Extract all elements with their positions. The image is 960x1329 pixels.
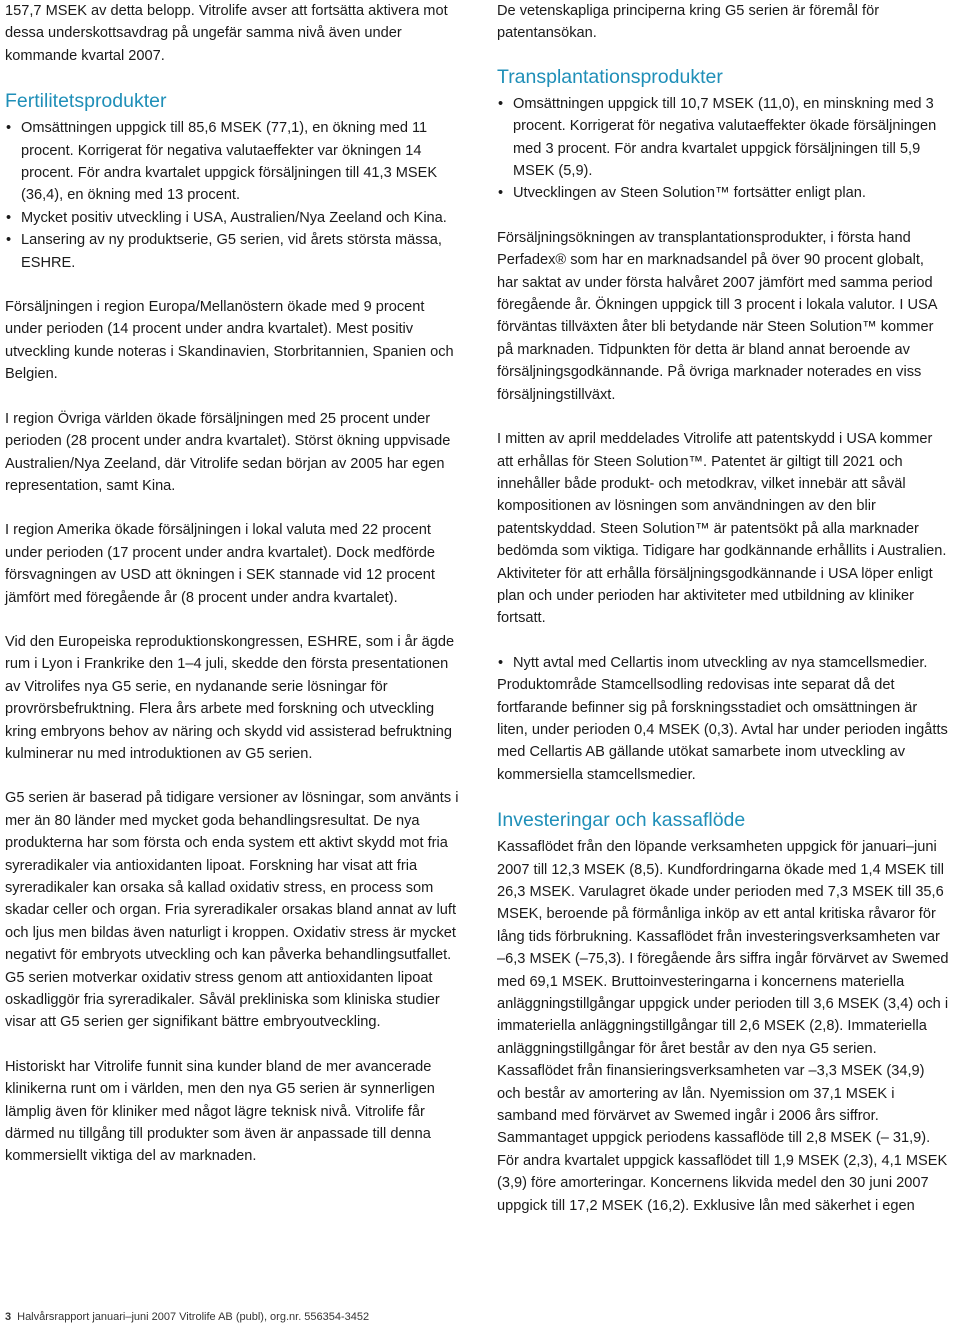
page-footer (5, 1310, 369, 1324)
bullet-icon: • (6, 120, 12, 137)
bullet-icon: • (498, 185, 504, 202)
transplantation-bullet-list (497, 93, 949, 205)
historiskt-paragraph: Historiskt har Vitrolife funnit sina kunder bland de mer avancerade klinikerna runt om i världen, men den nya G5 serien är synnerligen lämplig även för kliniker med något lägre teknisk nivå. Vitrolife får därmed nu tillgång till produkter som även är anpassade till denna kommersiellt viktiga del av marknaden. (5, 1058, 435, 1165)
list-item: • Utvecklingen av Steen Solution™ fortsätter enligt plan. (497, 182, 949, 204)
list-item: • Nytt avtal med Cellartis inom utveckling av nya stamcellsmedier. (497, 652, 949, 674)
perfadex-paragraph: Försäljningsökningen av transplantationsprodukter, i första hand Perfadex® som har en marknadsandel på över 90 procent globalt, har saktat av under första halvåret 2007 jämfört med samma period föregående år. Ökningen uppgick till 3 procent i lokala valutor. I USA förväntas tillväxten åter bli betydande när Steen Solution™ kommer på marknaden. Tidpunkten för detta är bland annat beroende av försäljningsgodkännande. På övriga marknader noterades en viss försäljningstillväxt. (497, 229, 937, 403)
kassaflode-paragraph: Kassaflödet från den löpande verksamheten uppgick för januari–juni 2007 till 12,3 MSEK (8,5). Kundfordringarna ökade med 1,4 MSEK till 26,3 MSEK. Varulagret ökade under perioden med 7,3 MSEK till 35,6 MSEK, beroende på förmånliga inköp av ett antal kritiska råvaror för lång tids förbrukning. Kassaflödet från investeringsverksamheten var –6,3 MSEK (–75,3). I föregående års siffra ingår förvärvet av Swemed med 69,1 MSEK. Bruttoinvesteringarna i koncernens materiella anläggningstillgångar uppgick under perioden till 3,6 MSEK (3,4) och i immateriella anläggningstillgångar till 2,6 MSEK (2,8). Immateriella anläggningstillgångar för året består av den nya G5 serien. Kassaflödet från finansieringsverksamheten var –3,3 MSEK (34,9) och består av amortering av lån. Nyemission om 37,1 MSEK i samband med förvärvet av Swemed ingår i 2006 års siffror. Sammantaget uppgick periodens kassaflöde till 2,8 MSEK (– 31,9). För andra kvartalet uppgick kassaflödet till 1,9 MSEK (2,3), 4,1 MSEK (3,9) före amorteringar. Koncernens likvida medel den 30 juni 2007 uppgick till 17,2 MSEK (16,2). Exklusive lån med säkerhet i egen (497, 839, 949, 1214)
patent-paragraph: De vetenskapliga principerna kring G5 serien är föremål för patentansökan. (497, 3, 880, 42)
page-number: 3 (5, 1311, 12, 1323)
footer-text: Halvårsrapport januari–juni 2007 Vitrolife AB (publ), org.nr. 556354-3452 (17, 1311, 370, 1323)
left-column (5, 0, 463, 1168)
g5-paragraph: G5 serien är baserad på tidigare versioner av lösningar, som använts i mer än 80 länder med mycket goda behandlingsresultat. De nya produkterna har som första och enda system ett aktivt skydd mot fria syreradikaler via antioxidanten lipoat. Forskning har visat att fria syreradikaler kan orsaka så kallad oxidativ stress, en process som skadar celler och organ. Fria syreradikaler orsakas bland annat av luft och ljus men bildas även naturligt i kroppen. Oxidativ stress är mycket negativt för embryots utveckling och kan påverka behandlingsutfallet. G5 serien motverkar oxidativ stress genom att antioxidanten lipoat oskadliggör fria syreradikaler. Såväl prekliniska som kliniska studier visar att G5 serien ger signifikant bättre embryoutveckling. (5, 790, 459, 1031)
heading-transplantationsprodukter: Transplantationsprodukter (497, 65, 723, 88)
list-item: • Mycket positiv utveckling i USA, Australien/Nya Zeeland och Kina. (5, 207, 463, 229)
cellartis-bullet-list (497, 652, 949, 674)
fertilitet-bullet-list (5, 117, 463, 274)
list-item: • Omsättningen uppgick till 10,7 MSEK (11,0), en minskning med 3 procent. Korrigerat för negativa valutaeffekter ökade försäljningen med 3 procent. För andra kvartalet uppgick försäljningen till 5,9 MSEK (5,9). (497, 93, 949, 183)
bullet-icon: • (6, 209, 12, 226)
list-item: • Omsättningen uppgick till 85,6 MSEK (77,1), en ökning med 11 procent. Korrigerat för negativa valutaeffekter var ökningen 14 procent. För andra kvartalet uppgick försäljningen till 41,3 MSEK (36,4), en ökning med 13 procent. (5, 117, 463, 207)
patentskydd-paragraph: I mitten av april meddelades Vitrolife att patentskydd i USA kommer att erhållas för Steen Solution™. Patentet är giltigt till 2021 och innehåller både produkt- och metodkrav, vilket innebär att såväl kompositionen av lösningen som användningen av den blir patentskyddad. Steen Solution™ är patentsökt på alla marknader bedömda som viktiga. Tidigare har godkännande erhållits i Australien. Aktiviteter för att erhålla försäljningsgodkännande i USA löper enligt plan och under perioden har aktiviteter med utbildning av kliniker fortsatt. (497, 431, 947, 627)
right-column (497, 0, 949, 1217)
bullet-icon: • (498, 654, 504, 671)
heading-investeringar: Investeringar och kassaflöde (497, 809, 746, 832)
intro-paragraph: 157,7 MSEK av detta belopp. Vitrolife avser att fortsätta aktivera mot dessa underskottsavdrag på ungefär samma nivå även under kommande kvartal 2007. (5, 3, 448, 64)
heading-fertilitetsprodukter: Fertilitetsprodukter (5, 90, 167, 113)
amerika-paragraph: I region Amerika ökade försäljningen i lokal valuta med 22 procent under perioden (17 procent under andra kvartalet). Dock medförde försvagningen av USD att ökningen i SEK stannade vid 12 procent jämfört med föregående år (8 procent under andra kvartalet). (5, 522, 435, 606)
bullet-icon: • (498, 95, 504, 112)
eshre-paragraph: Vid den Europeiska reproduktionskongressen, ESHRE, som i år ägde rum i Lyon i Frankrike den 1–4 juli, skedde den första presentationen av Vitrolifes nya G5 serie, en nydanande serie lösningar för provrörsbefruktning. Flera års arbete med forskning och utveckling kring embryons behov av näring och skydd vid assisterad befruktning kulminerar nu med introduktionen av G5 serien. (5, 633, 455, 762)
ovriga-varlden-paragraph: I region Övriga världen ökade försäljningen med 25 procent under perioden (28 procent under andra kvartalet). Störst ökning uppvisade Australien/Nya Zeeland, där Vitrolife sedan början av 2005 har egen representation, samt Kina. (5, 410, 451, 494)
stamcell-paragraph: Produktområde Stamcellsodling redovisas inte separat då det fortfarande befinner sig på forskningsstadiet och omsättningen är liten, under perioden 0,4 MSEK (0,3). Avtal har under perioden ingåtts med Cellartis AB gällande utökat samarbete inom utveckling av kommersiella stamcellsmedier. (497, 677, 948, 783)
bullet-icon: • (6, 232, 12, 249)
list-item: • Lansering av ny produktserie, G5 serien, vid årets största mässa, ESHRE. (5, 229, 463, 274)
europa-paragraph: Försäljningen i region Europa/Mellanöstern ökade med 9 procent under perioden (14 procent under andra kvartalet). Mest positiv utveckling kunde noteras i Skandinavien, Storbritannien, Spanien och Belgien. (5, 299, 454, 383)
